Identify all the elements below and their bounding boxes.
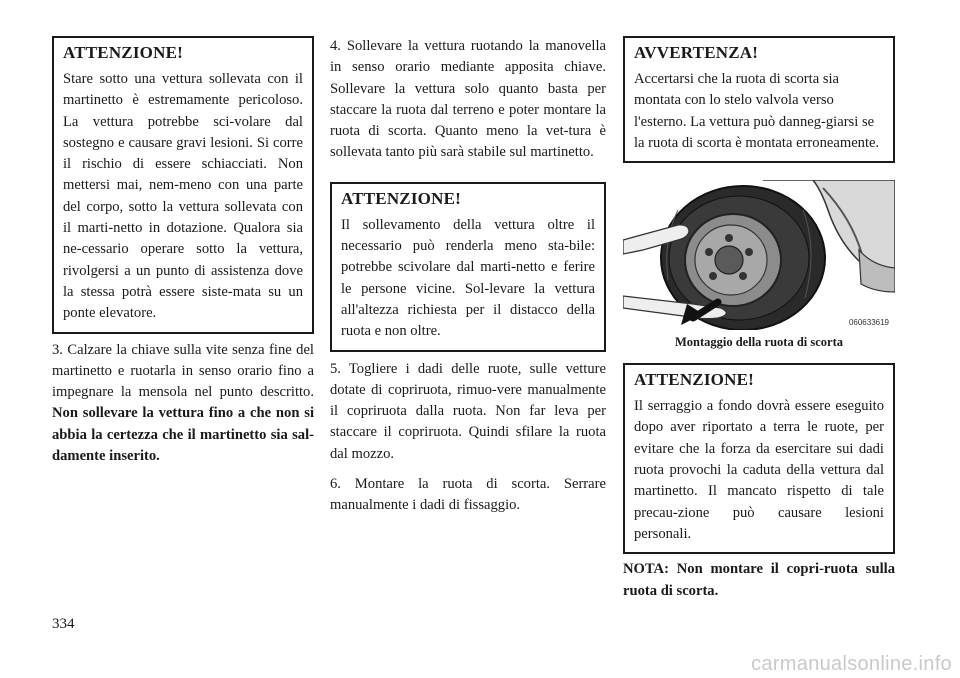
watermark: carmanualsonline.info [751, 653, 952, 675]
warning-box-lifting [330, 182, 606, 352]
right-column [623, 36, 895, 602]
caution-text: Accertarsi che la ruota di scorta sia montata con lo stelo valvola verso l'esterno. La vettura può danneg-giarsi se la ruota di scorta è montata erroneamente. [634, 71, 880, 151]
step-5-paragraph: 5. Togliere i dadi delle ruote, sulle vetture dotate di copriruota, rimuo-vere manualmente il copriruota dalla ruota. Non far leva per staccare il copriruota. Quindi sfilare la ruota dal mozzo. [330, 360, 606, 462]
step-3-text: 3. Calzare la chiave sulla vite senza fine del martinetto e ruotarla in senso orario fino a impegnare la mensola nel punto descritto. [52, 341, 314, 401]
warning-box-under-vehicle [52, 36, 314, 334]
warning-box-tightening [623, 363, 895, 554]
step-4-paragraph: 4. Sollevare la vettura ruotando la manovella in senso orario mediante apposita chiave. Sollevare la vettura solo quanto basta per staccare la ruota dal terreno e poter montare la ruota di scorta. Quanto meno la vet-tura è sollevata tanto più sarà stabile sul martinetto. [330, 38, 606, 161]
spare-tire-illustration [623, 180, 895, 330]
warning-text: Stare sotto una vettura sollevata con il martinetto è estremamente pericoloso. La vettura potrebbe sci-volare dal sostegno e causare gravi lesioni. Si corre il rischio di essere schiacciati. Non mettersi mai, nem-meno con una parte del corpo, sotto la vettura sollevata con il marti-netto in dotazione. Qualora sia ne-cessario operare sotto la vettura, rivolgersi a un punto di assistenza dove la stessa potrà essere siste-mata su un ponte elevatore. [63, 71, 303, 322]
step-3-bold-text: Non sollevare la vettura fino a che non si abbia la certezza che il martinetto sia sal-damente inserito. [52, 405, 314, 465]
warning-title: ATTENZIONE! [341, 188, 461, 208]
warning-title: ATTENZIONE! [634, 370, 754, 390]
caution-box-valve-stem [623, 36, 895, 163]
figure-code: 060633619 [848, 318, 889, 328]
spare-tire-drawing [623, 180, 895, 330]
middle-column [330, 36, 606, 517]
warning-title: ATTENZIONE! [63, 43, 183, 62]
warning-text: Il sollevamento della vettura oltre il necessario può renderla meno sta-bile: potrebbe scivolare dal marti-netto e ferire le persone vicine. Sol-levare la vettura all'altezza richiesta per il distacco della ruota e non oltre. [341, 216, 595, 340]
left-column [52, 36, 314, 467]
caution-title: AVVERTENZA! [634, 43, 759, 62]
page-number: 334 [52, 616, 75, 632]
figure-caption: Montaggio della ruota di scorta [674, 335, 844, 350]
note-paragraph: NOTA: Non montare il copri-ruota sulla ruota di scorta. [623, 561, 895, 599]
step-6-paragraph: 6. Montare la ruota di scorta. Serrare manualmente i dadi di fissaggio. [330, 476, 606, 514]
warning-text: Il serraggio a fondo dovrà essere eseguito dopo aver riportato a terra le ruote, per evitare che la forza da esercitare sui dadi ruota provochi la caduta della vettura dal martinetto. Il mancato rispetto di tale precau-zione può causare lesioni personali. [634, 398, 884, 542]
step-3-paragraph [52, 340, 314, 468]
